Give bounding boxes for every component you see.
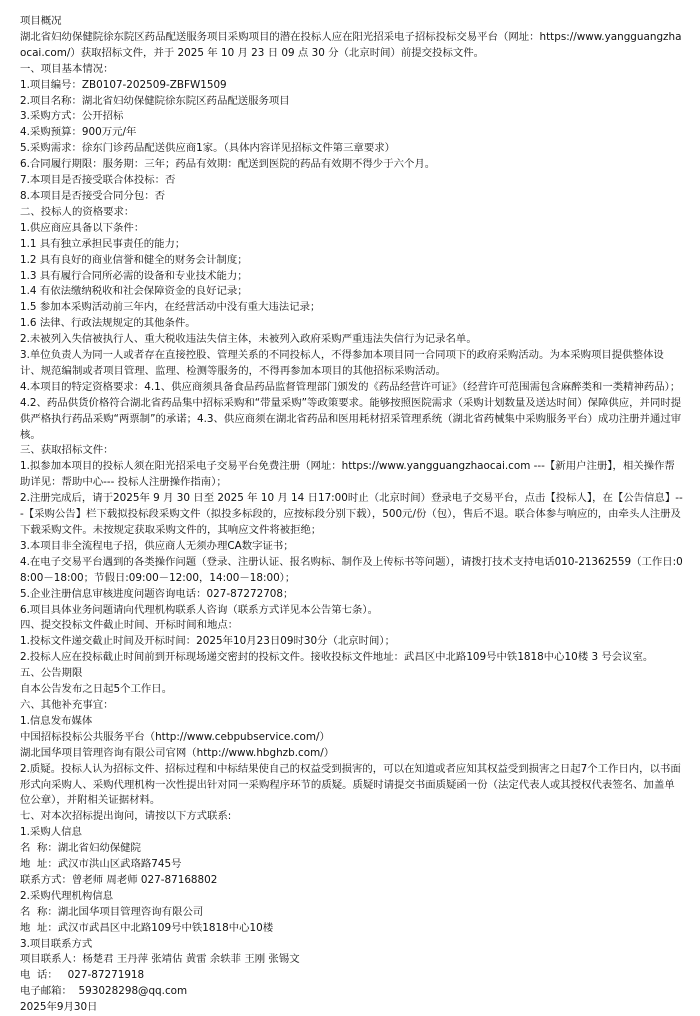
paragraph: 4.本项目的特定资格要求：4.1、供应商须具备食品药品监督管理部门颁发的《药品经营许可证》（经营许可范围需包含麻醉类和一类精神药品）；4.2、药品供货价格符合湖北省药品集中招标采购和“带量采购”等政策要求。能够按照医院需求（采购计划数量及送达时间）保障供应，并同时提供严格执行药品采购“两票制”的承诺；4.3、供应商须在湖北省药品和医用耗材招采管理系统（湖北省药械集中采购服务平台）成功注册并通过审核。 xyxy=(20,380,682,441)
paragraph: 1.3 具有履行合同所必需的设备和专业技术能力； xyxy=(20,269,248,282)
paragraph: 自本公告发布之日起5个工作日。 xyxy=(20,683,173,696)
paragraph: 3.单位负责人为同一人或者存在直接控股、管理关系的不同投标人，不得参加本项目同一合同项下的政府采购活动。为本采购项目提供整体设计、规范编制或者项目管理、监理、检测等服务的，不得再参加本项目的其他招标采购活动。 xyxy=(20,349,664,377)
paragraph: 4.采购预算：900万元/年 xyxy=(20,126,137,139)
paragraph: 1.投标文件递交截止时间及开标时间：2025年10月23日09时30分（北京时间）； xyxy=(20,635,395,648)
paragraph: 6.合同履行期限：服务期：三年；药品有效期：配送到医院的药品有效期不得少于六个月。 xyxy=(20,158,436,171)
paragraph: 1.采购人信息 xyxy=(20,826,82,839)
paragraph: 3.采购方式：公开招标 xyxy=(20,110,124,123)
paragraph: 5.企业注册信息审核进度问题咨询电话：027-87272708； xyxy=(20,587,294,600)
paragraph: 三、获取招标文件： xyxy=(20,444,114,457)
paragraph: 2.项目名称：湖北省妇幼保健院徐东院区药品配送服务项目 xyxy=(20,94,290,107)
paragraph: 湖北国华项目管理咨询有限公司官网（http://www.hbghzb.com/） xyxy=(20,746,335,759)
paragraph: 1.5 参加本采购活动前三年内，在经营活动中没有重大违法记录； xyxy=(20,301,321,314)
paragraph: 1.项目编号：ZB0107-202509-ZBFW1509 xyxy=(20,78,227,91)
paragraph: 1.2 具有良好的商业信誉和健全的财务会计制度； xyxy=(20,253,248,266)
paragraph: 7.本项目是否接受联合体投标：否 xyxy=(20,174,176,187)
paragraph: 电子邮箱： 593028298@qq.com xyxy=(20,985,188,998)
paragraph: 1.4 有依法缴纳税收和社会保障资金的良好记录； xyxy=(20,285,248,298)
paragraph: 六、其他补充事宜： xyxy=(20,698,114,711)
paragraph: 地 址：武汉市洪山区武珞路745号 xyxy=(20,858,182,871)
paragraph: 联系方式：曾老师 周老师 027-87168802 xyxy=(20,873,218,886)
paragraph: 2.采购代理机构信息 xyxy=(20,889,114,902)
paragraph: 五、公告期限 xyxy=(20,667,83,680)
paragraph: 2.未被列入失信被执行人、重大税收违法失信主体，未被列入政府采购严重违法失信行为记录名单。 xyxy=(20,333,477,346)
paragraph: 2.注册完成后，请于2025年 9 月 30 日至 2025 年 10 月 14 日17:00时止（北京时间）登录电子交易平台，点击【投标人】，在【公告信息】---【采购公告】栏下载拟投标段采购文件（拟投多标段的，应按标段分别下载），500元/份（包），售后不退。联合体参与响应的，由牵头人注册及下载采购文件。未按规定获取采购文件的，其响应文件将被拒绝； xyxy=(20,492,683,536)
paragraph: 8.本项目是否接受合同分包：否 xyxy=(20,189,165,202)
paragraph: 项目联系人：杨楚君 王丹萍 张靖估 黄雷 余轶菲 王刚 张锡文 xyxy=(20,953,300,966)
paragraph: 1.拟参加本项目的投标人须在阳光招采电子交易平台免费注册（网址：https://www.yangguangzhaocai.com ---【新用户注册】，相关操作帮助详见：帮助中心--- 投标人注册操作指南）； xyxy=(20,460,675,489)
paragraph: 6.项目具体业务问题请向代理机构联系人咨询（联系方式详见本公告第七条）。 xyxy=(20,603,378,616)
paragraph: 1.6 法律、行政法规规定的其他条件。 xyxy=(20,317,196,330)
paragraph: 七、对本次招标提出询问，请按以下方式联系: xyxy=(20,810,232,823)
paragraph: 1.1 具有独立承担民事责任的能力； xyxy=(20,237,186,250)
paragraph: 一、项目基本情况： xyxy=(20,62,114,75)
paragraph: 名 称：湖北国华项目管理咨询有限公司 xyxy=(20,905,204,918)
paragraph: 二、投标人的资格要求： xyxy=(20,205,135,218)
announcement-body xyxy=(20,14,684,1000)
paragraph: 名 称：湖北省妇幼保健院 xyxy=(20,842,141,855)
paragraph: 3.本项目非全流程电子招，供应商人无须办理CA数字证书； xyxy=(20,539,294,552)
paragraph: 项目概况 xyxy=(20,15,62,27)
paragraph: 2.质疑。投标人认为招标文件、招标过程和中标结果使自己的权益受到损害的，可以在知道或者应知其权益受到损害之日起7个工作日内，以书面形式向采购人、采购代理机构一次性提出针对同一采购程序环节的质疑。质疑时请提交书面质疑函一份（法定代表人或其授权代表签名、加盖单位公章），并附相关证据材料。 xyxy=(20,762,681,807)
paragraph: 3.项目联系方式 xyxy=(20,937,93,950)
publish-date: 2025年9月30日 xyxy=(20,1001,98,1014)
paragraph: 5.采购需求：徐东门诊药品配送供应商1家。（具体内容详见招标文件第三章要求） xyxy=(20,142,395,155)
paragraph: 1.供应商应具备以下条件： xyxy=(20,221,145,234)
paragraph: 地 址：武汉市武昌区中北路109号中铁1818中心10楼 xyxy=(20,921,274,934)
paragraph: 四、提交投标文件截止时间、开标时间和地点： xyxy=(20,619,239,632)
paragraph: 湖北省妇幼保健院徐东院区药品配送服务项目采购项目的潜在投标人应在阳光招采电子招标投标交易平台（网址：https://www.yangguangzhaocai.com/）获取招标文件，并于 2025 年 10 月 23 日 09 点 30 分（北京时间）前提交投标文件。 xyxy=(20,30,682,59)
paragraph: 1.信息发布媒体 xyxy=(20,714,93,727)
paragraph: 4.在电子交易平台遇到的各类操作问题（登录、注册认证、报名购标、制作及上传标书等问题），请拨打技术支持电话010-21362559（工作日:08:00－18:00；节假日:09:00－12:00，14:00－18:00）； xyxy=(20,555,683,584)
paragraph: 中国招标投标公共服务平台（http://www.cebpubservice.com/） xyxy=(20,730,330,743)
paragraph: 电 话： 027-87271918 xyxy=(20,969,145,982)
paragraph: 2.投标人应在投标截止时间前到开标现场递交密封的投标文件。接收投标文件地址：武昌区中北路109号中铁1818中心10楼 3 号会议室。 xyxy=(20,651,654,664)
